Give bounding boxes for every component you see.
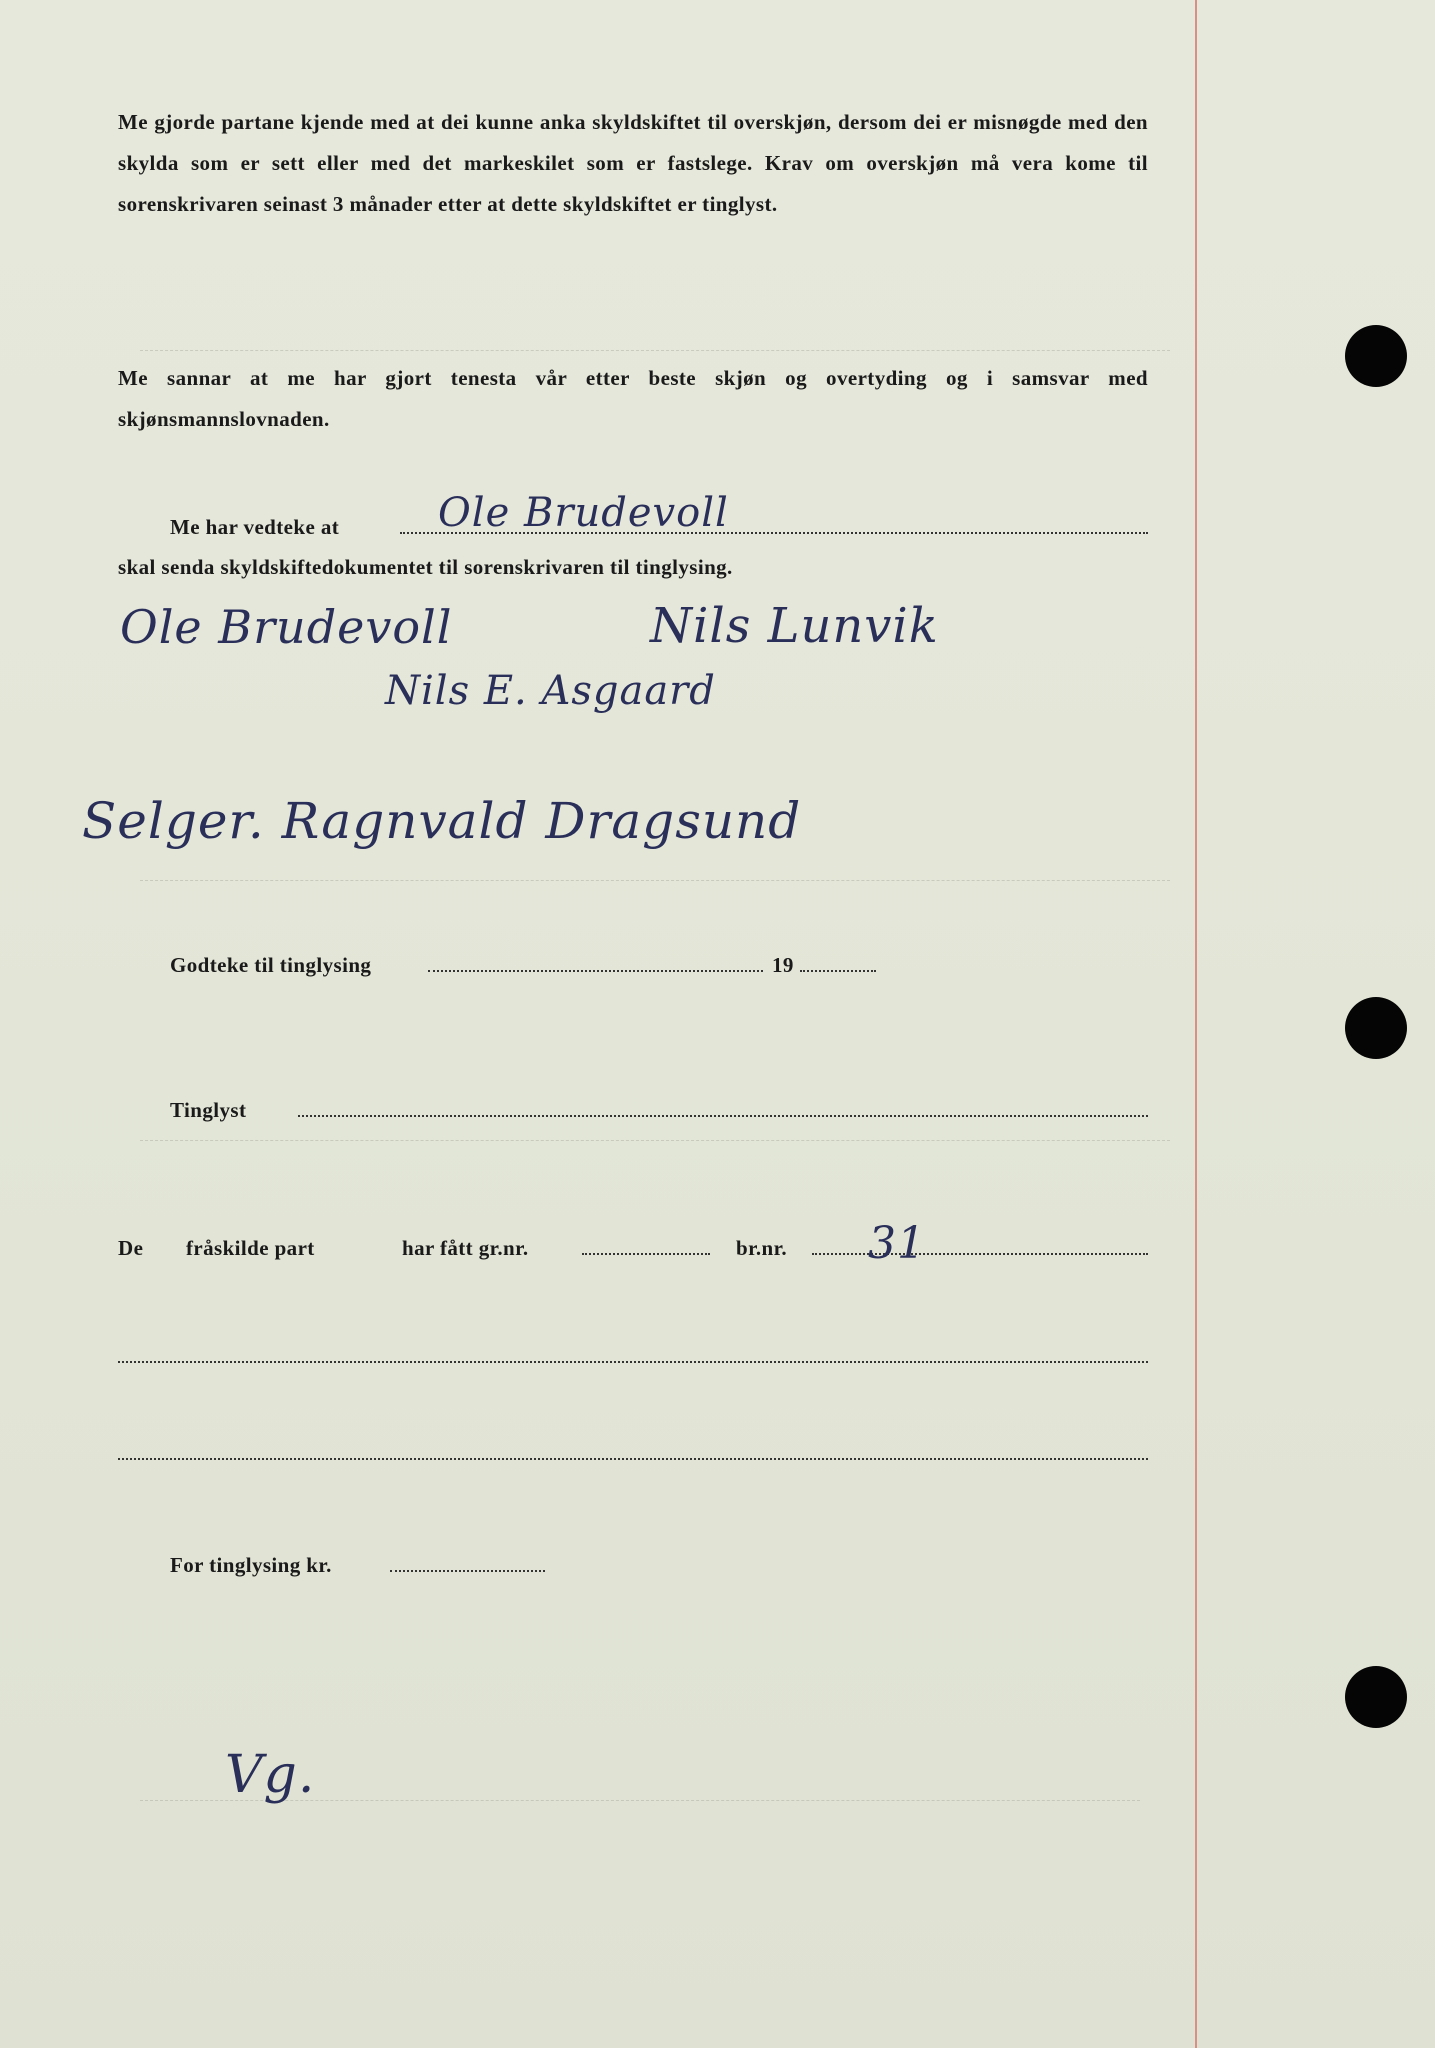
signature-2: Nils Lunvik: [650, 598, 939, 654]
signature-3: Nils E. Asgaard: [385, 668, 716, 714]
grnr-dotted-line: [582, 1253, 710, 1255]
for-tinglysing-dotted-line: [390, 1570, 545, 1572]
brnr-label: br.nr.: [736, 1236, 788, 1260]
red-margin-line: [1195, 0, 1197, 2048]
brnr-dotted-line: [812, 1253, 1148, 1255]
godteke-year-prefix: 19: [772, 953, 794, 977]
grnr-label: har fått gr.nr.: [402, 1236, 529, 1260]
blank-dotted-line-1: [118, 1361, 1148, 1363]
godteke-year-dotted-line: [800, 970, 876, 972]
for-tinglysing-label: For tinglysing kr.: [170, 1553, 332, 1577]
brnr-handwritten-value: 31: [868, 1218, 926, 1269]
tinglyst-label: Tinglyst: [170, 1098, 247, 1122]
vedteke-label: Me har vedteke at: [170, 515, 340, 539]
vedteke-handwritten-name: Ole Brudevoll: [438, 490, 729, 536]
punch-hole-middle: [1345, 997, 1407, 1059]
seller-signature: Selger. Ragnvald Dragsund: [82, 792, 802, 850]
punch-hole-bottom: [1345, 1666, 1407, 1728]
bleed-through-line: [140, 880, 1170, 881]
oath-paragraph: Me sannar at me har gjort tenesta vår etter beste skjøn og overtyding og i samsvar med skjønsmannslovnaden.: [118, 366, 1148, 431]
senda-text: skal senda skyldskiftedokumentet til sorenskrivaren til tinglysing.: [118, 555, 733, 579]
bleed-through-line: [140, 1140, 1170, 1141]
initials-handwritten: Vg.: [225, 1745, 316, 1805]
godteke-label: Godteke til tinglysing: [170, 953, 372, 977]
overskjon-paragraph: Me gjorde partane kjende med at dei kunne anka skyldskiftet til overskjøn, dersom dei er misnøgde med den skylda som er sett eller med det markeskilet som er fastslege. Krav om overskjøn må vera kome til sorenskrivaren seinast 3 månader etter at dette skyldskiftet er tinglyst.: [118, 110, 1148, 216]
signature-1: Ole Brudevoll: [120, 600, 453, 654]
blank-dotted-line-2: [118, 1458, 1148, 1460]
fraskilde-de: De: [118, 1236, 144, 1260]
punch-hole-top: [1345, 325, 1407, 387]
tinglyst-dotted-line: [298, 1115, 1148, 1117]
godteke-dotted-line: [428, 970, 763, 972]
fraskilde-part-label: fråskilde part: [186, 1236, 315, 1260]
bleed-through-line: [140, 350, 1170, 351]
